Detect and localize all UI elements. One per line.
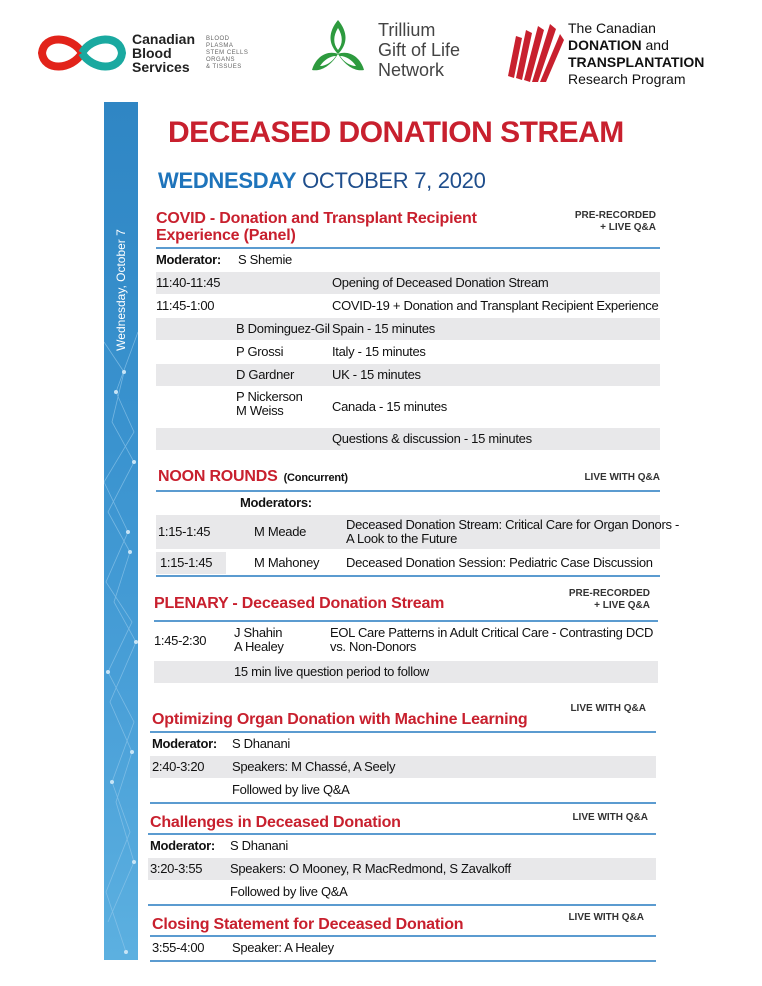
page-title: DECEASED DONATION STREAM	[168, 116, 624, 149]
table-row: 1:45-2:30 J Shahin A Healey EOL Care Patterns in Adult Critical Care - Contrasting DCD vs. Non-Donors	[154, 625, 654, 654]
trillium-name: Trillium Gift of Life Network	[378, 20, 461, 80]
noon-tag: LIVE WITH Q&A	[584, 472, 660, 483]
ml-section-title: Optimizing Organ Donation with Machine Learning	[152, 711, 528, 728]
cbs-name: Canadian Blood Services	[132, 31, 196, 75]
date-banner	[104, 102, 138, 960]
plenary-tag: PRE-RECORDED + LIVE Q&A	[568, 588, 650, 611]
challenges-section-title: Challenges in Deceased Donation	[150, 814, 401, 831]
plenary-section-title: PLENARY - Deceased Donation Stream	[154, 595, 445, 612]
date-label: OCTOBER 7, 2020	[302, 168, 486, 193]
cbs-infinity-icon	[36, 28, 128, 78]
ml-tag: LIVE WITH Q&A	[570, 703, 646, 714]
section-rule	[154, 620, 658, 622]
table-row: Followed by live Q&A	[230, 884, 348, 899]
challenges-tag: LIVE WITH Q&A	[572, 812, 648, 823]
cdtrp-name: The Canadian DONATION and TRANSPLANTATION Research Program	[568, 20, 705, 87]
noon-section-title: NOON ROUNDS (Concurrent)	[158, 468, 348, 485]
table-row: Followed by live Q&A	[232, 782, 350, 797]
day-label: WEDNESDAY	[158, 168, 297, 193]
table-row: 1:15-1:45 M Mahoney Deceased Donation Session: Pediatric Case Discussion	[156, 552, 660, 574]
table-row: 11:45-1:00 COVID-19 + Donation and Transplant Recipient Experience	[156, 298, 659, 313]
canadian-blood-services-logo	[36, 28, 276, 78]
table-row: 15 min live question period to follow	[154, 661, 658, 683]
table-row: 3:55-4:00 Speaker: A Healey	[152, 940, 334, 955]
section-rule	[156, 575, 660, 577]
table-row: 1:15-1:45 M Meade Deceased Donation Stream: Critical Care for Organ Donors - A Look to the Future	[156, 515, 660, 549]
section-rule	[150, 960, 656, 962]
table-row: 3:20-3:55 Speakers: O Mooney, R MacRedmond, S Zavalkoff	[148, 858, 656, 880]
trillium-logo	[306, 14, 466, 86]
covid-tag: PRE-RECORDED + LIVE Q&A	[574, 210, 656, 233]
section-rule	[150, 802, 656, 804]
table-row: Moderators:	[240, 495, 312, 510]
trillium-flower-icon	[306, 14, 370, 82]
table-row: D Gardner UK - 15 minutes	[156, 364, 660, 386]
table-row: P Nickerson M Weiss Canada - 15 minutes	[236, 389, 447, 418]
table-row: 2:40-3:20 Speakers: M Chassé, A Seely	[150, 756, 656, 778]
cdtrp-rays-icon	[506, 16, 564, 82]
table-row: 11:40-11:45 Opening of Deceased Donation Stream	[156, 272, 660, 294]
table-row: Questions & discussion - 15 minutes	[156, 428, 660, 450]
closing-tag: LIVE WITH Q&A	[568, 912, 644, 923]
covid-section-title: COVID - Donation and Transplant Recipient Experience (Panel)	[156, 210, 477, 244]
table-row: Moderator: S Shemie	[156, 252, 292, 267]
cbs-subtitle: BLOOD PLASMA STEM CELLS ORGANS & TISSUES	[206, 36, 249, 70]
table-row: Moderator: S Dhanani	[152, 736, 291, 751]
date-heading	[158, 168, 486, 194]
closing-section-title: Closing Statement for Deceased Donation	[152, 916, 464, 933]
table-row: Moderator: S Dhanani	[150, 838, 289, 853]
banner-date-text: Wednesday, October 7	[114, 229, 128, 351]
table-row: B Dominguez-Gil Spain - 15 minutes	[156, 318, 660, 340]
cdtrp-logo	[506, 16, 736, 86]
section-rule	[148, 904, 656, 906]
table-row: P Grossi Italy - 15 minutes	[236, 344, 426, 359]
